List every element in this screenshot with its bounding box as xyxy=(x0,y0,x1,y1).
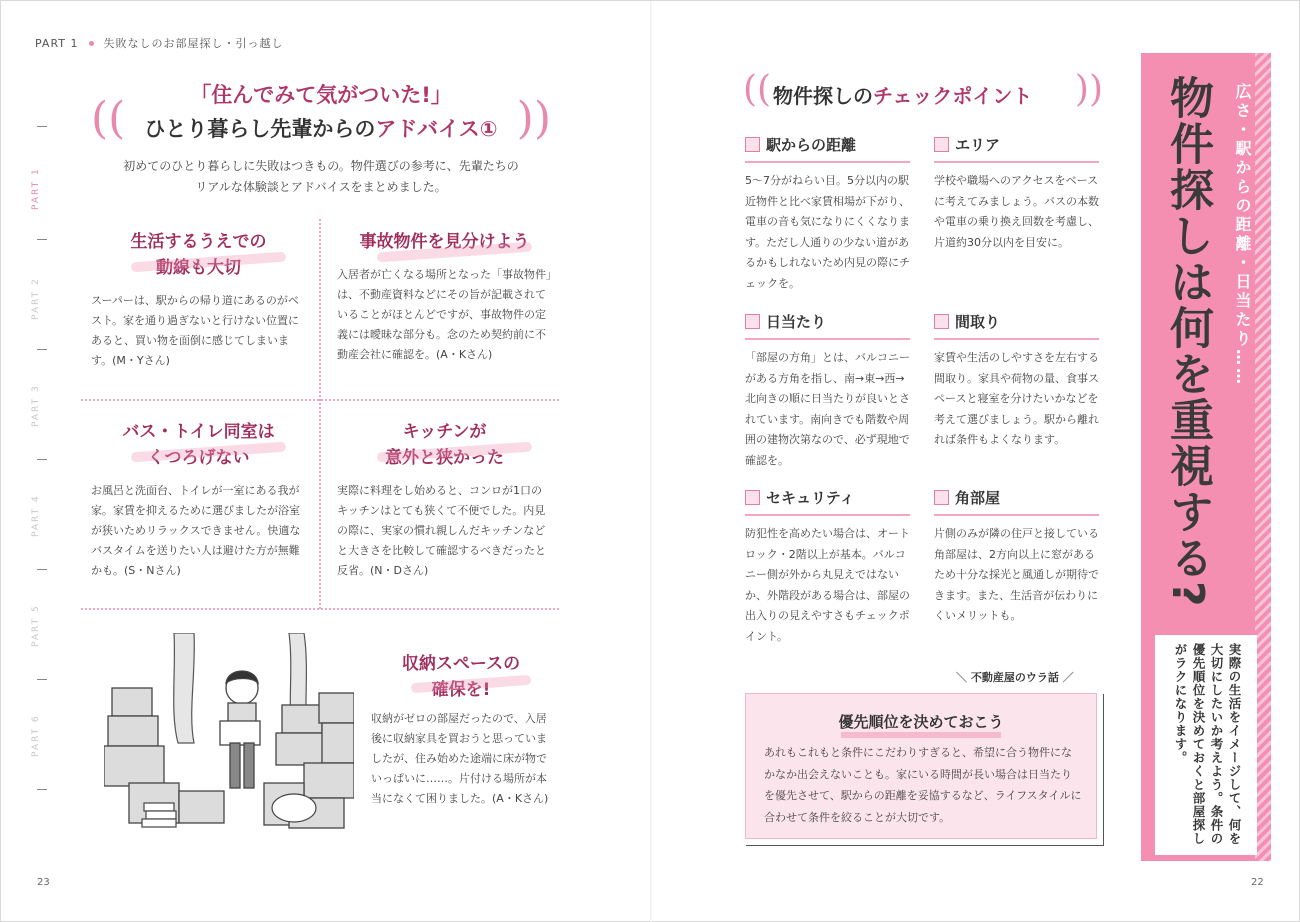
paren-left-icon: (( xyxy=(743,69,772,110)
moving-boxes-illustration xyxy=(104,633,354,833)
checkpoint-title xyxy=(745,311,910,340)
checkpoint-title-text: エリア xyxy=(955,136,1001,154)
part-label: PART 1 xyxy=(35,36,79,50)
ura-title-text: 優先順位を決めておこう xyxy=(838,713,1004,731)
index-tick xyxy=(37,126,47,127)
advice-heading xyxy=(91,79,551,143)
paren-left-icon: (( xyxy=(91,93,126,144)
checkpoint-heading-highlight: チェックポイント xyxy=(873,84,1033,108)
checkpoint-title-text: 角部屋 xyxy=(955,489,1001,507)
ura-box xyxy=(745,693,1097,839)
slash-icon: ／ xyxy=(1058,671,1074,684)
title-underline xyxy=(841,732,1001,738)
tip-body: お風呂と洗面台、トイレが一室にある我が家。家賃を抑えるために選びましたが浴室が狭いためリラックスできません。快適なバスタイムを送りたい人は避けた方が無難かも。(S・Nさん) xyxy=(91,484,301,577)
index-part-5: PART 5 xyxy=(31,604,41,648)
checkpoint-body: 家賃や生活のしやすさを左右する間取り。家具や荷物の量、食事スペースと寝室を分けたいかなどを考えて選びましょう。駅から離れれば条件もよくなります。 xyxy=(934,351,1099,446)
stripe-decoration xyxy=(1255,53,1271,861)
running-head xyxy=(35,35,284,51)
checkpoint-title xyxy=(934,487,1099,516)
grid-divider xyxy=(81,608,559,610)
grid-divider xyxy=(81,399,559,401)
grid-divider xyxy=(319,219,321,609)
checkpoint-title-text: 間取り xyxy=(955,313,1001,331)
index-tick xyxy=(37,349,47,350)
checkpoint-body: 防犯性を高めたい場合は、オートロック・2階以上が基本。バルコニー側が外から丸見えではないか、外階段がある場合は、部屋の出入りの見えやすさもチェックポイント。 xyxy=(745,527,910,643)
tip-title xyxy=(371,651,551,703)
band-title: 物件探しは何を重視する? xyxy=(1162,75,1213,609)
tip-card xyxy=(337,419,552,581)
paren-right-icon: )) xyxy=(516,93,551,144)
advice-heading-line1: 「住んでみて気がついた!」 xyxy=(190,83,452,107)
checkpoint-body: 5～7分がねらい目。5分以内の駅近物件と比べ家賃相場が下がり、電車の音も気になりにくくなります。ただし人通りの少ない道があるかもしれないため内見の際にチェックを。 xyxy=(745,174,910,290)
checkbox-icon xyxy=(934,314,949,329)
checkpoint-item xyxy=(745,134,910,294)
checkbox-icon xyxy=(934,490,949,505)
index-tick xyxy=(37,569,47,570)
checkpoint-title-text: 日当たり xyxy=(766,313,827,331)
checkpoint-item xyxy=(934,487,1099,627)
index-part-4: PART 4 xyxy=(31,494,41,538)
checkpoint-title-text: 駅からの距離 xyxy=(766,136,857,154)
gutter xyxy=(650,1,652,922)
index-part-1: PART 1 xyxy=(31,167,41,211)
tip-title-text: 収納スペースの 確保を! xyxy=(401,654,521,700)
page-number-left: 23 xyxy=(37,877,50,888)
index-tick xyxy=(37,239,47,240)
checkbox-icon xyxy=(745,490,760,505)
title-band xyxy=(1141,53,1271,861)
checkbox-icon xyxy=(745,314,760,329)
band-description: 実際の生活をイメージして、何を大切にしたいか考えよう。条件の優先順位を決めておくと部屋探しがラクになります。 xyxy=(1173,643,1242,846)
checkbox-icon xyxy=(745,137,760,152)
tip-title xyxy=(337,229,552,255)
checkbox-icon xyxy=(934,137,949,152)
checkpoint-item xyxy=(745,311,910,471)
checkpoint-title xyxy=(745,487,910,516)
chapter-title: 失敗なしのお部屋探し・引っ越し xyxy=(103,37,284,50)
checkpoint-body: 学校や職場へのアクセスをベースに考えてみましょう。バスの本数や電車の乗り換え回数を考慮し、片道約30分以内を目安に。 xyxy=(934,174,1099,249)
tip-title xyxy=(91,419,306,471)
bullet-icon xyxy=(89,41,94,46)
tip-title xyxy=(91,229,306,281)
index-part-6: PART 6 xyxy=(31,714,41,758)
ura-title xyxy=(746,711,1096,732)
tip-title-text: 生活するうえでの 動線も大切 xyxy=(130,232,267,278)
tip-title-text: 事故物件を見分けよう xyxy=(359,232,530,252)
ura-label xyxy=(956,669,1074,685)
checkpoint-body: 片側のみが隣の住戸と接している角部屋は、2方向以上に窓があるため十分な採光と風通しが期待できます。また、生活音が伝わりにくいメリットも。 xyxy=(934,527,1099,622)
tip-card xyxy=(371,651,551,809)
checkpoint-item xyxy=(934,134,1099,253)
band-description-box xyxy=(1155,635,1257,855)
index-tick xyxy=(37,679,47,680)
index-part-2: PART 2 xyxy=(31,277,41,321)
checkpoint-heading-text xyxy=(773,80,1032,109)
checkpoint-heading xyxy=(743,69,1103,111)
ura-body: あれもこれもと条件にこだわりすぎると、希望に合う物件になかなか出会えないことも。家にいる時間が長い場合は日当たりを優先させて、駅からの距離を妥協するなど、ライフスタイルに合わせて条件を絞ることが大切です。 xyxy=(764,746,1082,824)
checkpoint-title xyxy=(934,134,1099,163)
advice-heading-highlight: アドバイス① xyxy=(375,117,498,141)
tip-card xyxy=(91,229,306,371)
checkpoint-body: 「部屋の方角」とは、バルコニーがある方角を指し、南→東→西→北向きの順に日当たりが良いとされています。南向きでも階数や周囲の建物次第なので、必ず現地で確認を。 xyxy=(745,351,910,467)
advice-heading-prefix: ひとり暮らし先輩からの xyxy=(144,117,376,141)
page-number-right: 22 xyxy=(1251,877,1264,888)
tip-card xyxy=(91,419,306,581)
slash-icon: ＼ xyxy=(956,671,971,684)
advice-heading-line2 xyxy=(91,113,551,143)
checkpoint-title-text: セキュリティ xyxy=(766,489,855,507)
band-subtitle: 広さ・駅からの距離・日当たり…… xyxy=(1233,83,1252,387)
tip-title xyxy=(337,419,552,471)
checkpoint-item xyxy=(934,311,1099,451)
tip-body: 入居者が亡くなる場所となった「事故物件」は、不動産資料などにその旨が記載されていることがほとんどですが、事故物件の定義には曖昧な部分も。念のため契約前に不動産会社に確認を。(A・Kさん) xyxy=(337,268,552,361)
index-part-3: PART 3 xyxy=(31,384,41,428)
tip-body: スーパーは、駅からの帰り道にあるのがベスト。家を通り過ぎないと行けない位置にあると、買い物を面倒に感じてしまいます。(M・Yさん) xyxy=(91,294,300,367)
checkpoint-title xyxy=(934,311,1099,340)
index-tick xyxy=(37,459,47,460)
tip-body: 収納がゼロの部屋だったので、入居後に収納家具を買おうと思っていましたが、住み始めた途端に床が物でいっぱいに……。片付ける場所が本当になくて困りました。(A・Kさん) xyxy=(371,712,549,805)
tip-body: 実際に料理をし始めると、コンロが1口のキッチンはとても狭くて不便でした。内見の際に、実家の慣れ親しんだキッチンなどと大きさを比較して確認するべきだったと反省。(N・Dさん) xyxy=(337,484,546,577)
paren-right-icon: )) xyxy=(1074,69,1103,110)
tip-title-text: キッチンが 意外と狭かった xyxy=(385,422,504,468)
advice-intro: 初めてのひとり暮らしに失敗はつきもの。物件選びの参考に、先輩たちのリアルな体験談とアドバイスをまとめました。 xyxy=(123,159,519,194)
checkpoint-item xyxy=(745,487,910,647)
part-index xyxy=(31,121,55,811)
tip-title-text: バス・トイレ同室は くつろげない xyxy=(122,422,275,468)
checkpoint-heading-prefix: 物件探しの xyxy=(773,84,873,108)
index-tick xyxy=(37,789,47,790)
ura-label-text: 不動産屋のウラ話 xyxy=(970,671,1059,684)
tip-card xyxy=(337,229,552,365)
checkpoint-title xyxy=(745,134,910,163)
